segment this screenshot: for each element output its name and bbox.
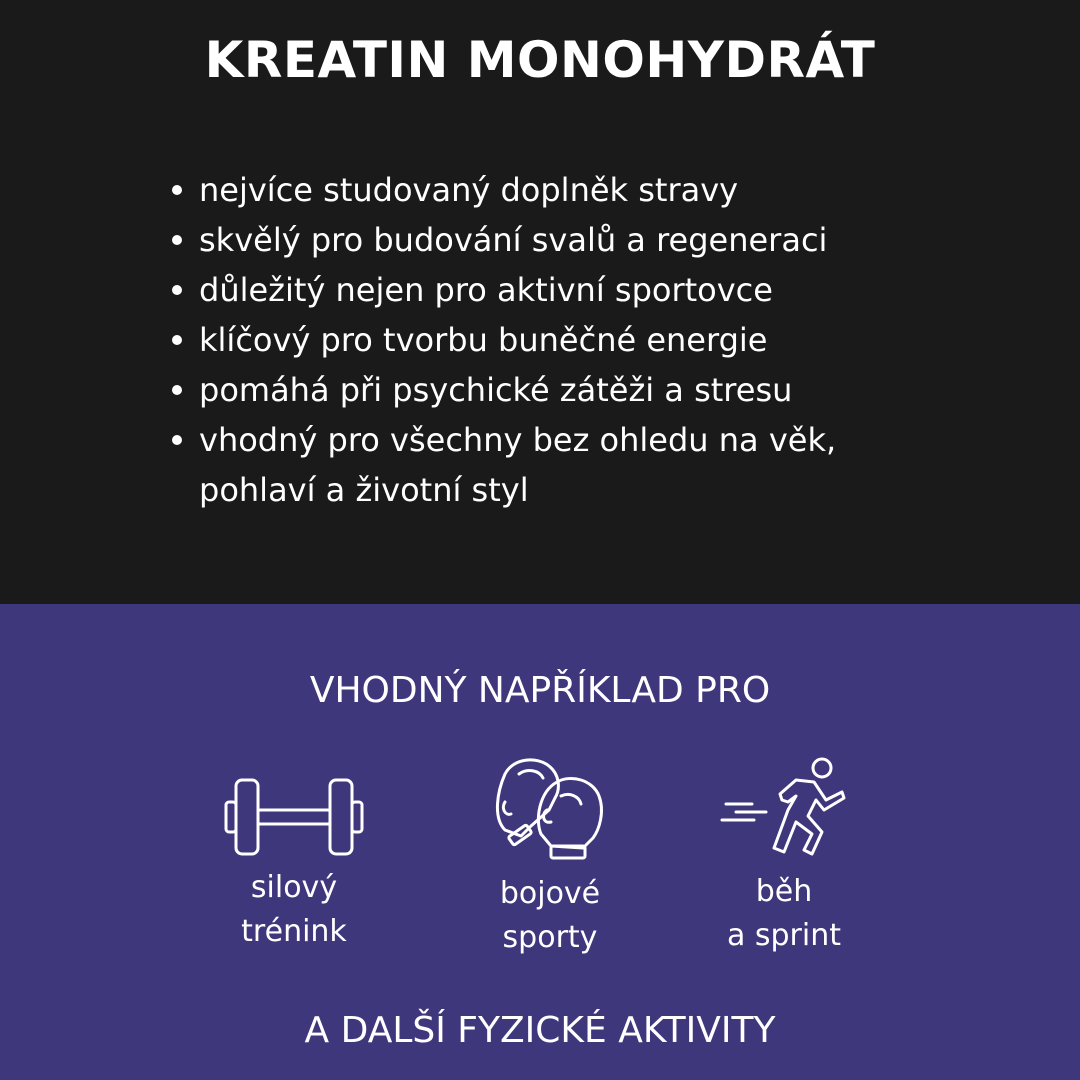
dumbbell-icon — [219, 762, 369, 872]
benefits-list — [166, 165, 946, 515]
footer-text: A DALŠÍ FYZICKÉ AKTIVITY — [304, 1010, 776, 1051]
benefit-item: skvělý pro budování svalů a regeneraci — [166, 215, 946, 265]
benefit-item: pomáhá při psychické zátěži a stresu — [166, 365, 946, 415]
activity-label-line: silový — [250, 870, 338, 905]
activity-label-strength — [174, 866, 414, 954]
activity-label-combat — [430, 872, 670, 960]
running-person-icon — [718, 752, 868, 862]
suitable-heading: VHODNÝ NAPŘÍKLAD PRO — [309, 670, 771, 711]
benefit-item: klíčový pro tvorbu buněčné energie — [166, 315, 946, 365]
benefit-item: vhodný pro všechny bez ohledu na věk, pohlaví a životní styl — [166, 415, 946, 515]
activity-label-line: trénink — [241, 914, 347, 949]
activity-label-running — [664, 870, 904, 958]
activity-label-line: sporty — [502, 920, 598, 955]
benefit-item: důležitý nejen pro aktivní sportovce — [166, 265, 946, 315]
page-title: KREATIN MONOHYDRÁT — [204, 31, 876, 89]
activity-label-line: bojové — [499, 876, 601, 911]
boxing-gloves-icon — [475, 752, 625, 862]
activity-label-line: a sprint — [726, 918, 842, 953]
activity-label-line: běh — [755, 874, 813, 909]
benefit-item: nejvíce studovaný doplněk stravy — [166, 165, 946, 215]
